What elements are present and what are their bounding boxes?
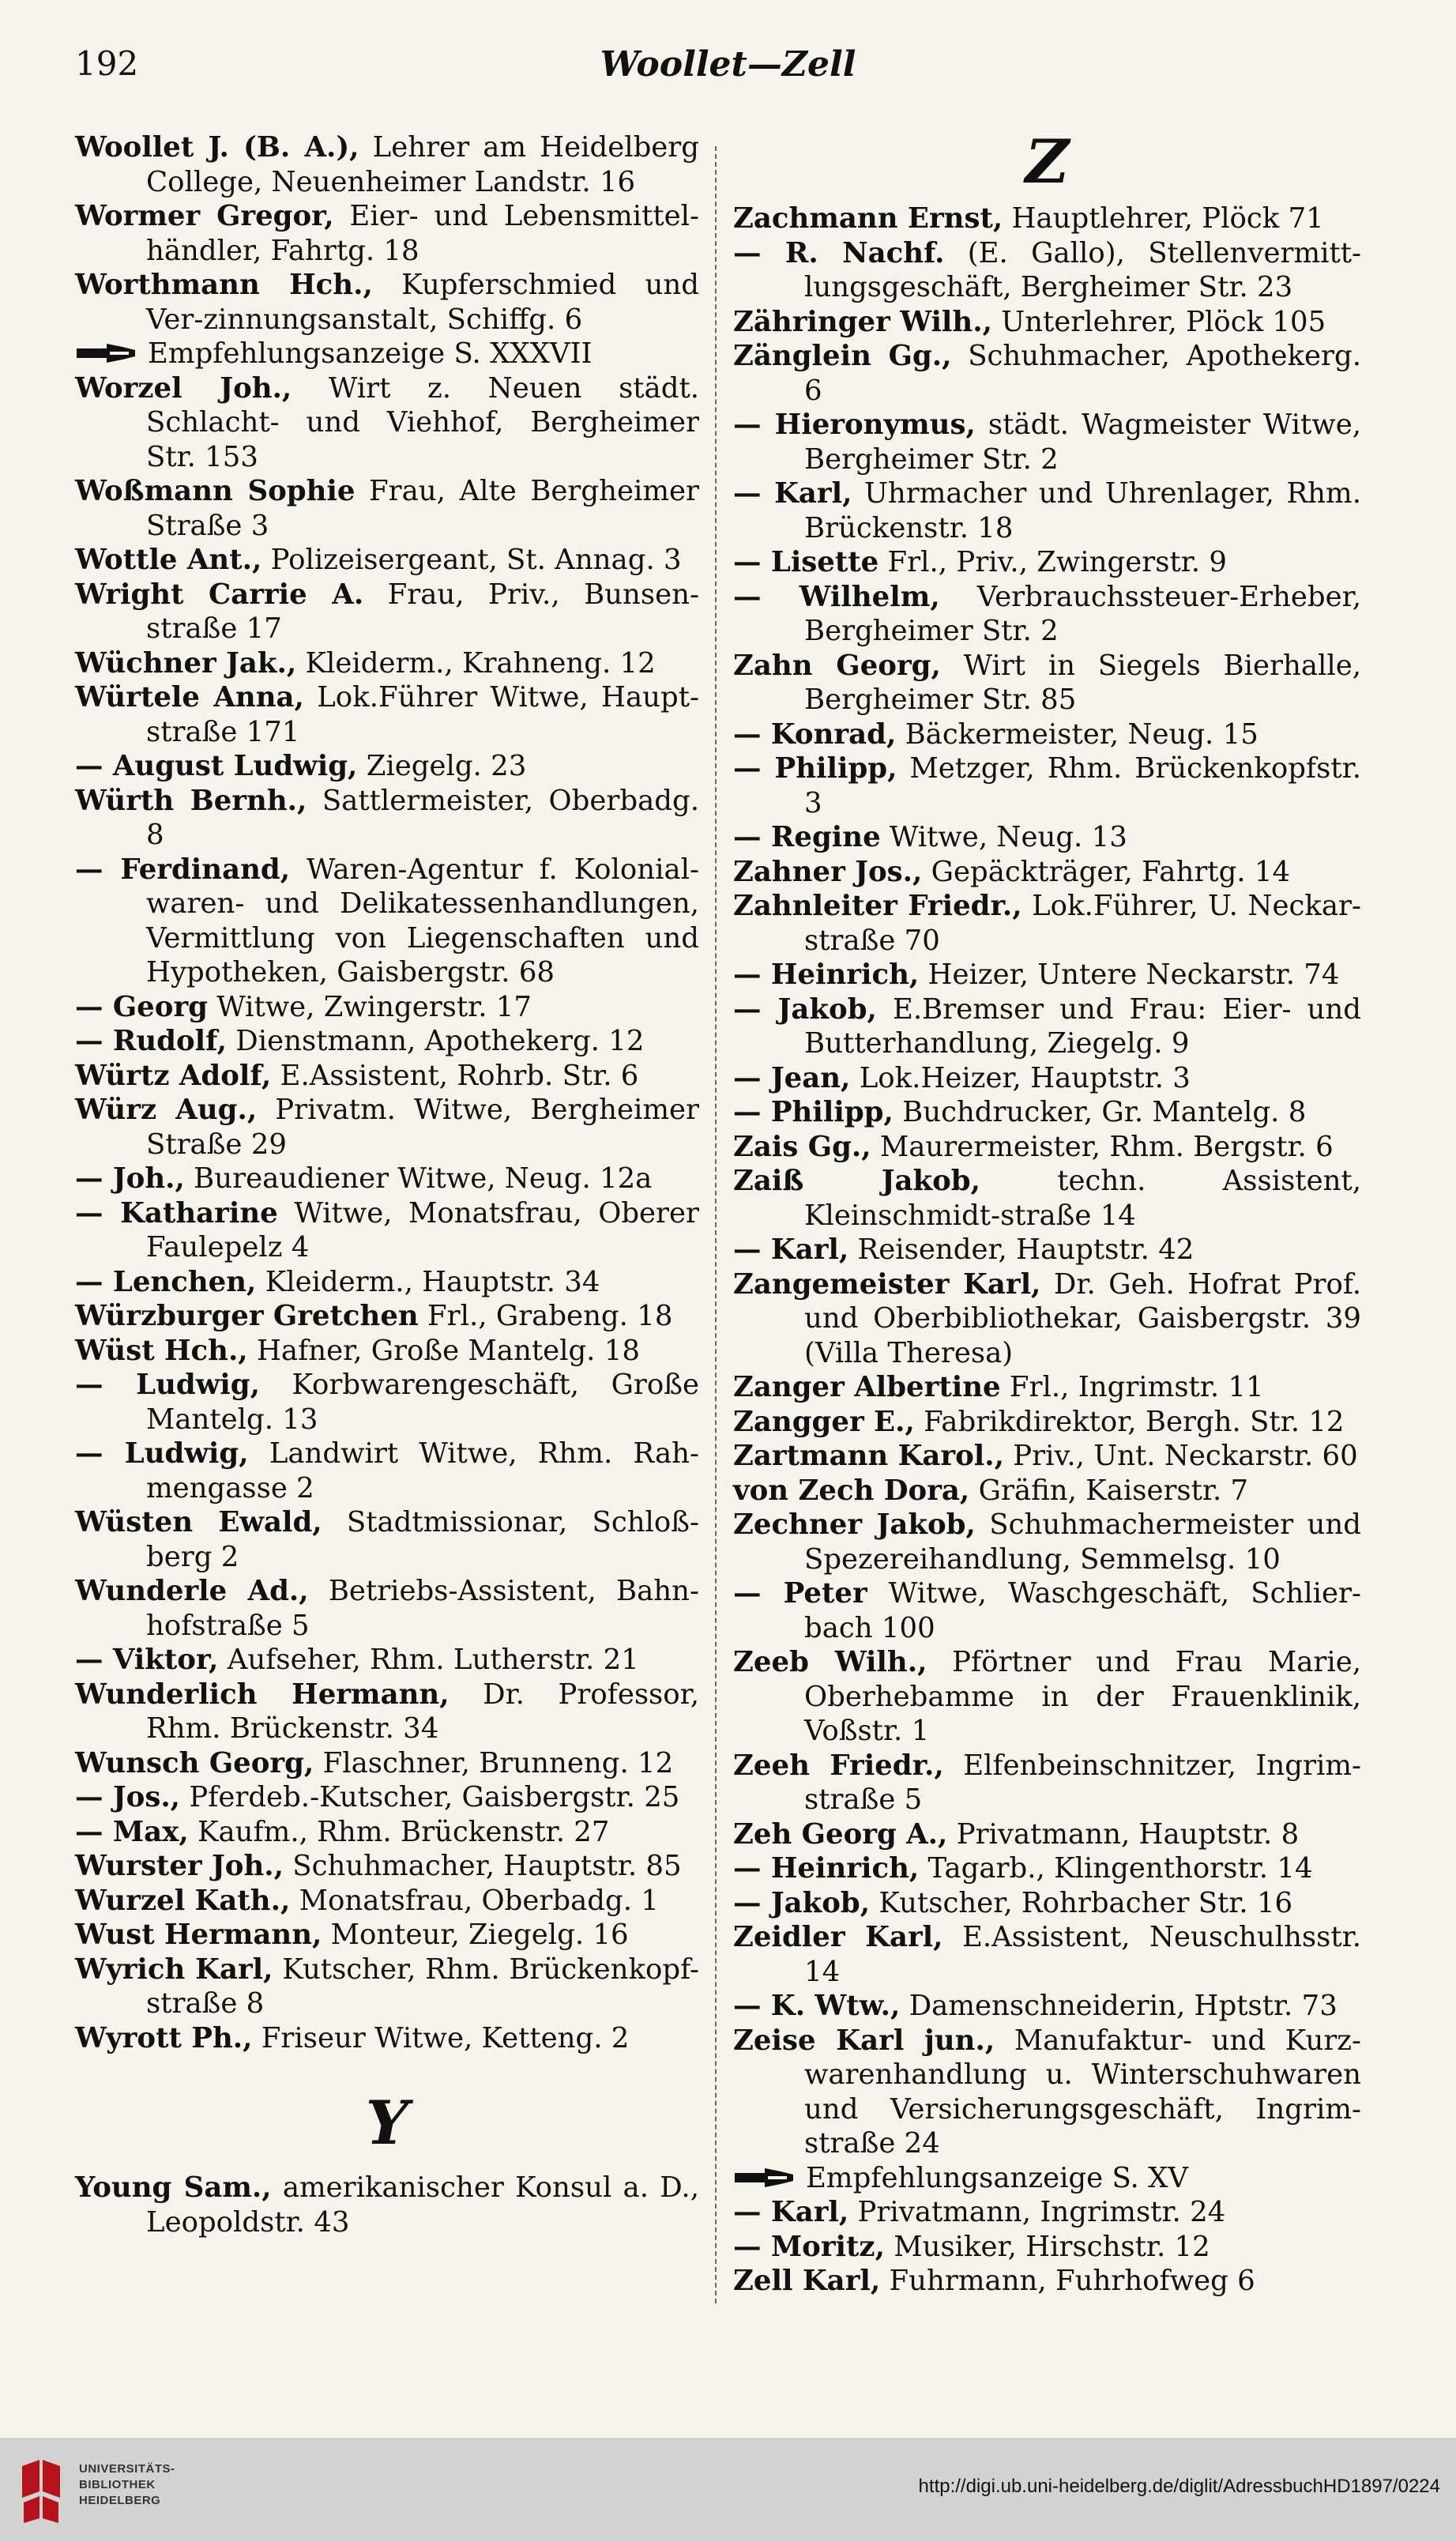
directory-entry: [733, 1164, 1361, 1233]
entry-name: — K. Wtw.,: [733, 1990, 901, 2022]
directory-entry: [733, 992, 1361, 1061]
entry-details: Manufaktur- und Kurz-warenhandlung u. Winterschuhwaren und Versicherungsgeschäft, Ingrim-straße 24: [804, 2024, 1361, 2160]
directory-entry: [733, 1576, 1361, 1645]
library-name-line: UNIVERSITÄTS-: [79, 2462, 175, 2476]
entry-name: Zeise Karl jun.,: [733, 2024, 995, 2057]
entry-name: Zechner Jakob,: [733, 1508, 976, 1541]
entry-details: Bureaudiener Witwe, Neug. 12a: [184, 1162, 653, 1195]
entry-details: Ziegelg. 23: [357, 750, 527, 782]
entry-name: — Jakob,: [733, 1886, 871, 1919]
entry-name: Zais Gg.,: [733, 1130, 871, 1163]
entry-name: Worzel Joh.,: [75, 371, 292, 405]
right-entry-list: [733, 201, 1361, 2299]
entry-name: Würtele Anna,: [75, 681, 304, 714]
directory-entry: [733, 889, 1361, 958]
directory-entry: [75, 543, 699, 578]
directory-entry: [733, 2024, 1361, 2161]
entry-details: Hauptlehrer, Plöck 71: [1003, 202, 1324, 235]
pointing-hand-icon: [75, 340, 138, 362]
entry-details: Pferdeb.-Kutscher, Gaisbergstr. 25: [180, 1781, 680, 1813]
entry-name: Zaiß Jakob,: [733, 1165, 980, 1197]
section-letter-z: Z: [1025, 126, 1070, 197]
library-logo-icon: [16, 2455, 71, 2525]
entry-name: Wunderle Ad.,: [75, 1575, 309, 1607]
directory-entry: [75, 1643, 699, 1678]
entry-name: Zeeb Wilh.,: [733, 1646, 927, 1678]
entry-name: — Jos.,: [75, 1781, 181, 1813]
column-divider: [715, 146, 717, 2303]
entry-details: Elfenbeinschnitzer, Ingrim-straße 5: [804, 1749, 1361, 1816]
entry-details: Uhrmacher und Uhrenlager, Rhm. Brückenstr. 18: [804, 477, 1361, 544]
entry-details: Witwe, Zwingerstr. 17: [207, 990, 532, 1023]
entry-name: — Karl,: [733, 2196, 849, 2228]
directory-entry: [75, 1024, 699, 1059]
entry-details: Metzger, Rhm. Brückenkopfstr. 3: [804, 752, 1361, 819]
entry-details: Musiker, Hirschstr. 12: [884, 2230, 1210, 2263]
entry-name: Wunsch Georg,: [75, 1746, 314, 1779]
entry-name: Zahn Georg,: [733, 649, 941, 682]
entry-name: — Jean,: [733, 1061, 851, 1094]
directory-entry: [75, 1780, 699, 1815]
entry-details: Privatmann, Hauptstr. 8: [947, 1817, 1300, 1851]
entry-details: Kleiderm., Hauptstr. 34: [256, 1265, 600, 1298]
entry-details: Hafner, Große Mantelg. 18: [247, 1334, 640, 1367]
entry-name: Zangemeister Karl,: [733, 1267, 1041, 1301]
entry-name: — Katharine: [75, 1196, 278, 1230]
directory-entry: [733, 545, 1361, 580]
entry-name: Zahner Jos.,: [733, 855, 923, 888]
directory-entry: [75, 1299, 699, 1334]
entry-details: Wirt in Siegels Bierhalle, Bergheimer Str. 85: [804, 649, 1361, 716]
entry-name: — Philipp,: [733, 1096, 894, 1128]
entry-name: — Hieronymus,: [733, 409, 976, 441]
entry-name: Zänglein Gg.,: [733, 340, 952, 372]
entry-name: — Wilhelm,: [733, 580, 940, 613]
directory-entry: [733, 1508, 1361, 1576]
entry-name: Würzburger Gretchen: [75, 1300, 419, 1332]
entry-details: Reisender, Hauptstr. 42: [848, 1233, 1195, 1266]
pointing-hand-icon: [733, 2164, 796, 2186]
directory-entry: [733, 751, 1361, 820]
directory-entry: [75, 853, 699, 990]
entry-name: Zanger Albertine: [733, 1371, 1001, 1403]
left-entry-list: [75, 130, 699, 2055]
directory-entry: [733, 1851, 1361, 1886]
entry-name: Wunderlich Hermann,: [75, 1678, 450, 1711]
advert-text: Empfehlungsanzeige S. XXXVII: [148, 337, 593, 370]
entry-details: amerikanischer Konsul a. D., Leopoldstr. 43: [146, 2171, 699, 2239]
entry-name: Wurzel Kath.,: [75, 1884, 291, 1917]
entry-details: Buchdrucker, Gr. Mantelg. 8: [893, 1096, 1307, 1128]
directory-entry: [75, 199, 699, 268]
entry-name: Woßmann Sophie: [75, 475, 356, 507]
entry-name: Zangger E.,: [733, 1405, 915, 1438]
entry-name: — Joh.,: [75, 1162, 185, 1195]
entry-name: — Regine: [733, 821, 881, 853]
directory-entry: [75, 646, 699, 681]
entry-details: Schuhmacher, Apothekerg. 6: [804, 340, 1361, 407]
entry-name: Zeidler Karl,: [733, 1921, 943, 1953]
directory-entry: [733, 2264, 1361, 2299]
directory-entry: [75, 1815, 699, 1850]
entry-name: Zeeh Friedr.,: [733, 1749, 944, 1782]
entry-name: Zachmann Ernst,: [733, 202, 1003, 235]
directory-entry: [75, 1265, 699, 1300]
entry-details: Dr. Geh. Hofrat Prof. und Oberbibliothekar, Gaisbergstr. 39 (Villa Theresa): [804, 1267, 1361, 1369]
entry-details: (E. Gallo), Stellenvermitt-lungsgeschäft, Bergheimer Str. 23: [804, 236, 1361, 303]
entry-name: Würtz Adolf,: [75, 1059, 272, 1092]
directory-entry: [733, 580, 1361, 649]
entry-details: Monatsfrau, Oberbadg. 1: [290, 1884, 659, 1917]
entry-details: Flaschner, Brunneng. 12: [314, 1746, 674, 1779]
running-head: Woollet—Zell: [600, 44, 856, 85]
entry-details: Witwe, Waschgeschäft, Schlier-bach 100: [804, 1577, 1361, 1644]
entry-name: Woollet J. (B. A.),: [75, 131, 359, 164]
entry-details: Priv., Unt. Neckarstr. 60: [1004, 1440, 1358, 1472]
directory-entry: [733, 1267, 1361, 1371]
entry-name: — Karl,: [733, 477, 852, 510]
directory-entry: [733, 339, 1361, 408]
directory-entry: [733, 1233, 1361, 1267]
entry-name: — R. Nachf.: [733, 236, 945, 269]
entry-name: — Ludwig,: [75, 1437, 249, 1470]
entry-details: Privatm. Witwe, Bergheimer Straße 29: [146, 1094, 699, 1161]
directory-entry: [75, 1162, 699, 1196]
advert-reference: [75, 337, 699, 371]
entry-name: Zeh Georg A.,: [733, 1817, 948, 1851]
entry-name: — Lenchen,: [75, 1265, 257, 1298]
directory-entry: [75, 1093, 699, 1162]
directory-entry: [733, 1817, 1361, 1852]
entry-details: Kutscher, Rohrbacher Str. 16: [870, 1886, 1293, 1919]
directory-entry: [75, 1196, 699, 1265]
entry-name: Würz Aug.,: [75, 1094, 258, 1126]
entry-details: Betriebs-Assistent, Bahn-hofstraße 5: [146, 1575, 699, 1642]
entry-name: Young Sam.,: [75, 2171, 272, 2204]
directory-entry: [733, 201, 1361, 236]
directory-entry: [733, 408, 1361, 476]
directory-entry: [733, 1095, 1361, 1130]
directory-entry: [733, 1405, 1361, 1440]
directory-entry: [733, 1474, 1361, 1508]
entry-details: E.Bremser und Frau: Eier- und Butterhandlung, Ziegelg. 9: [804, 992, 1361, 1060]
entry-name: von Zech Dora,: [733, 1474, 970, 1507]
left-y-entry-list: [75, 2171, 699, 2239]
entry-details: Frl., Priv., Zwingerstr. 9: [878, 546, 1227, 578]
entry-details: Unterlehrer, Plöck 105: [991, 305, 1326, 338]
entry-details: Frau, Alte Bergheimer Straße 3: [146, 475, 699, 542]
entry-details: Gepäckträger, Fahrtg. 14: [922, 855, 1291, 888]
directory-entry: [75, 474, 699, 543]
advert-reference: [733, 2161, 1361, 2196]
entry-details: Lok.Heizer, Hauptstr. 3: [850, 1061, 1191, 1094]
directory-entry: [75, 990, 699, 1025]
entry-details: Aufseher, Rhm. Lutherstr. 21: [218, 1644, 639, 1676]
directory-entry: [75, 680, 699, 749]
entry-details: Kleiderm., Krahneng. 12: [296, 646, 656, 680]
entry-details: Verbrauchssteuer-Erheber, Bergheimer Str. 2: [804, 580, 1361, 647]
directory-entry: [75, 1505, 699, 1574]
directory-entry: [75, 578, 699, 646]
entry-details: Kutscher, Rhm. Brückenkopf-straße 8: [146, 1953, 699, 2020]
entry-name: Würth Bernh.,: [75, 784, 307, 817]
directory-entry: [733, 1749, 1361, 1817]
entry-name: — Rudolf,: [75, 1025, 228, 1057]
entry-details: Friseur Witwe, Ketteng. 2: [252, 2021, 630, 2054]
directory-entry: [733, 717, 1361, 752]
entry-details: Maurermeister, Rhm. Bergstr. 6: [871, 1130, 1334, 1163]
entry-name: Wottle Ant.,: [75, 544, 262, 576]
entry-details: Frl., Ingrimstr. 11: [1000, 1371, 1264, 1403]
directory-entry: [75, 1849, 699, 1884]
entry-name: — Ferdinand,: [75, 853, 291, 886]
entry-name: Wurster Joh.,: [75, 1850, 284, 1882]
entry-details: techn. Assistent, Kleinschmidt-straße 14: [804, 1165, 1361, 1232]
entry-name: Worthmann Hch.,: [75, 269, 373, 301]
entry-details: Privatmann, Ingrimstr. 24: [848, 2196, 1226, 2228]
entry-details: Lehrer am Heidelberg College, Neuenheimer Landstr. 16: [146, 131, 699, 198]
directory-entry: [75, 784, 699, 853]
entry-details: E.Assistent, Rohrb. Str. 6: [271, 1059, 639, 1092]
entry-details: Fabrikdirektor, Bergh. Str. 12: [914, 1405, 1345, 1438]
entry-details: Landwirt Witwe, Rhm. Rah-mengasse 2: [146, 1437, 699, 1504]
entry-name: Wright Carrie A.: [75, 578, 364, 611]
entry-name: Wüst Hch.,: [75, 1334, 248, 1367]
directory-entry: [733, 1886, 1361, 1921]
library-name-line: BIBLIOTHEK: [79, 2478, 156, 2491]
entry-details: Waren-Agentur f. Kolonial-waren- und Delikatessenhandlungen, Vermittlung von Liegenschaften und Hypotheken, Gaisbergstr. 68: [146, 853, 699, 989]
entry-name: — Konrad,: [733, 717, 897, 751]
entry-details: E.Assistent, Neuschulhsstr. 14: [804, 1921, 1361, 1988]
directory-entry: [733, 305, 1361, 340]
directory-entry: [75, 1678, 699, 1746]
page-header: [0, 40, 1456, 103]
entry-details: Witwe, Monatsfrau, Oberer Faulepelz 4: [146, 1196, 700, 1263]
directory-entry: [733, 649, 1361, 717]
right-column: [733, 126, 1362, 2299]
entry-name: Wormer Gregor,: [75, 200, 334, 232]
entry-name: — August Ludwig,: [75, 750, 358, 782]
entry-name: Wust Hermann,: [75, 1919, 322, 1951]
entry-details: Monteur, Ziegelg. 16: [322, 1919, 629, 1951]
directory-entry: [75, 371, 699, 475]
entry-name: Zähringer Wilh.,: [733, 305, 992, 338]
entry-details: städt. Wagmeister Witwe, Bergheimer Str. 2: [804, 409, 1361, 476]
entry-details: Eier- und Lebensmittel-händler, Fahrtg. 18: [146, 200, 699, 267]
directory-entry: [75, 1953, 699, 2021]
directory-entry: [733, 1645, 1361, 1749]
directory-entry: [75, 1918, 699, 1953]
directory-entry: [75, 130, 699, 199]
directory-entry: [75, 1574, 699, 1643]
library-name: [79, 2461, 175, 2509]
entry-details: Dienstmann, Apothekerg. 12: [227, 1025, 645, 1057]
entry-details: Bäckermeister, Neug. 15: [896, 717, 1258, 751]
entry-name: Zahnleiter Friedr.,: [733, 890, 1022, 922]
directory-entry: [733, 958, 1361, 992]
directory-entry: [75, 2171, 699, 2239]
entry-details: Polizeisergeant, St. Annag. 3: [261, 544, 682, 576]
entry-name: — Lisette: [733, 546, 879, 578]
entry-name: Wyrich Karl,: [75, 1953, 273, 1986]
entry-name: Wüchner Jak.,: [75, 646, 297, 680]
advert-text: Empfehlungsanzeige S. XV: [806, 2161, 1188, 2194]
footer-bar: [0, 2438, 1456, 2542]
entry-name: — Max,: [75, 1815, 189, 1848]
entry-details: Damenschneiderin, Hptstr. 73: [900, 1990, 1337, 2022]
entry-name: — Jakob,: [733, 992, 877, 1026]
entry-details: Kupferschmied und Ver-zinnungsanstalt, Schiffg. 6: [146, 269, 700, 336]
entry-details: Lok.Führer, U. Neckar-straße 70: [804, 890, 1361, 957]
directory-entry: [75, 268, 699, 337]
entry-details: Lok.Führer Witwe, Haupt-straße 171: [146, 681, 699, 748]
directory-entry: [733, 1920, 1361, 1989]
entry-details: Heizer, Untere Neckarstr. 74: [919, 958, 1340, 991]
section-letter-y: Y: [365, 2088, 409, 2158]
entry-details: Pförtner und Frau Marie, Oberhebamme in der Frauenklinik, Voßstr. 1: [804, 1646, 1362, 1747]
directory-entry: [75, 749, 699, 784]
directory-entry: [733, 855, 1361, 890]
entry-details: Korbwarengeschäft, Große Mantelg. 13: [146, 1369, 699, 1436]
directory-entry: [75, 2021, 699, 2056]
entry-name: — Viktor,: [75, 1644, 219, 1676]
entry-name: — Karl,: [733, 1233, 849, 1266]
directory-entry: [75, 1746, 699, 1781]
directory-entry: [733, 1061, 1361, 1096]
directory-entry: [733, 2195, 1361, 2230]
directory-entry: [733, 1439, 1361, 1474]
entry-details: Dr. Professor, Rhm. Brückenstr. 34: [146, 1678, 699, 1745]
directory-entry: [733, 2230, 1361, 2265]
entry-name: Zartmann Karol.,: [733, 1440, 1005, 1472]
entry-name: — Peter: [733, 1577, 867, 1610]
entry-name: — Heinrich,: [733, 958, 920, 991]
directory-entry: [75, 1437, 699, 1505]
page-number: 192: [75, 44, 139, 83]
entry-name: Wüsten Ewald,: [75, 1506, 322, 1538]
entry-name: Wyrott Ph.,: [75, 2021, 253, 2054]
entry-name: — Heinrich,: [733, 1852, 920, 1885]
directory-entry: [733, 236, 1361, 305]
entry-details: Frl., Grabeng. 18: [418, 1300, 673, 1332]
entry-details: Schuhmachermeister und Spezereihandlung, Semmelsg. 10: [804, 1508, 1361, 1576]
entry-details: Wirt z. Neuen städt. Schlacht- und Viehhof, Bergheimer Str. 153: [146, 371, 699, 473]
entry-name: — Ludwig,: [75, 1369, 260, 1401]
directory-entry: [733, 820, 1361, 855]
entry-details: Stadtmissionar, Schloß-berg 2: [146, 1506, 699, 1573]
directory-entry: [733, 1370, 1361, 1405]
entry-name: Zell Karl,: [733, 2265, 881, 2297]
directory-entry: [733, 1989, 1361, 2024]
directory-entry: [75, 1059, 699, 1094]
directory-entry: [75, 1884, 699, 1919]
left-column: [75, 130, 699, 2239]
entry-name: — Georg: [75, 990, 208, 1023]
directory-entry: [75, 1368, 699, 1437]
permalink-url[interactable]: http://digi.ub.uni-heidelberg.de/diglit/AdressbuchHD1897/0224: [918, 2476, 1440, 2497]
entry-details: Sattlermeister, Oberbadg. 8: [146, 784, 699, 851]
entry-details: Gräfin, Kaiserstr. 7: [969, 1474, 1249, 1507]
library-name-line: HEIDELBERG: [79, 2494, 161, 2507]
entry-details: Fuhrmann, Fuhrhofweg 6: [880, 2265, 1255, 2297]
entry-details: Tagarb., Klingenthorstr. 14: [919, 1852, 1313, 1885]
entry-name: — Moritz,: [733, 2230, 885, 2263]
directory-entry: [733, 476, 1361, 545]
entry-details: Schuhmacher, Hauptstr. 85: [283, 1850, 682, 1882]
entry-details: Frau, Priv., Bunsen-straße 17: [146, 578, 699, 645]
entry-details: Witwe, Neug. 13: [880, 821, 1127, 853]
entry-details: Kaufm., Rhm. Brückenstr. 27: [188, 1815, 610, 1848]
entry-name: — Philipp,: [733, 752, 897, 785]
directory-entry: [75, 1334, 699, 1369]
directory-entry: [733, 1130, 1361, 1165]
